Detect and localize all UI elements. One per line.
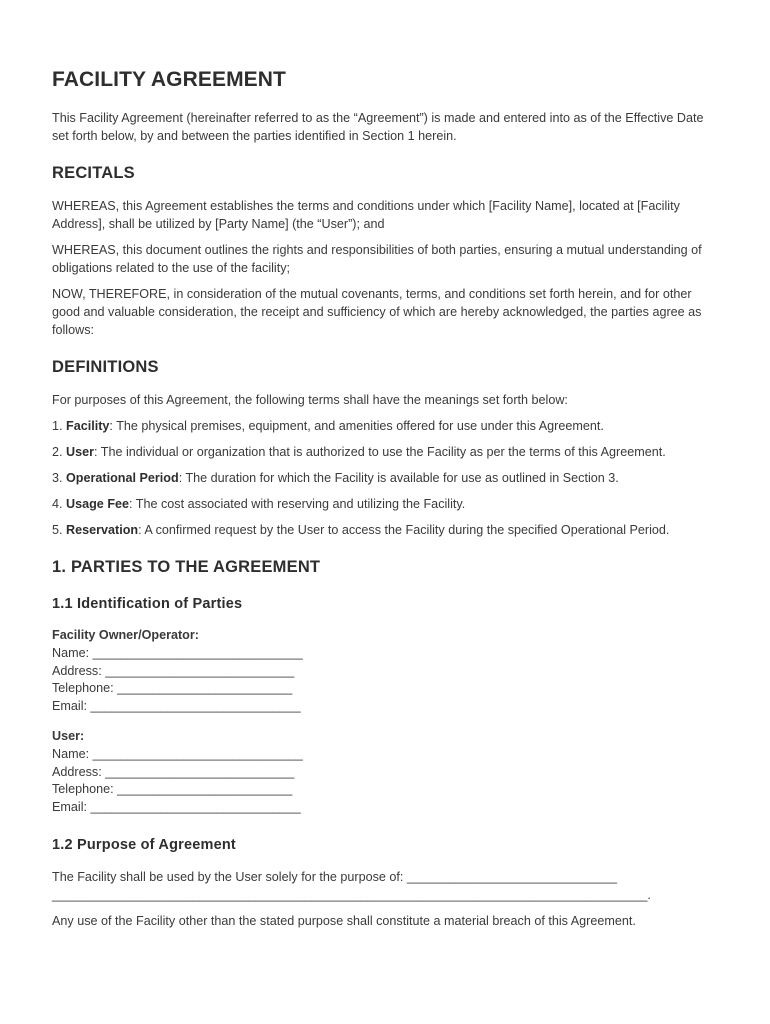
user-label: User:: [52, 728, 85, 743]
recitals-heading: RECITALS: [52, 164, 135, 182]
section-1-heading: 1. PARTIES TO THE AGREEMENT: [52, 558, 321, 576]
definition-item: 1. Facility: The physical premises, equipment, and amenities offered for use under this Agreement.: [52, 419, 604, 433]
definition-term: Usage Fee: [66, 497, 130, 511]
definition-item: 5. Reservation: A confirmed request by the User to access the Facility during the specified Operational Period.: [52, 523, 670, 537]
owner-name-field: Name: ______________________________: [52, 645, 303, 660]
breach-paragraph: Any use of the Facility other than the stated purpose shall constitute a material breach of this Agreement.: [52, 913, 636, 928]
definitions-heading: DEFINITIONS: [52, 358, 159, 376]
owner-address-field: Address: ___________________________: [52, 663, 295, 678]
owner-email-field: Email: ______________________________: [52, 699, 301, 714]
recital-paragraph: WHEREAS, this document outlines the rights and responsibilities of both parties, ensuring a mutual understanding of obligations related to the use of the facility;: [52, 243, 702, 275]
definition-term: Reservation: [66, 523, 139, 537]
purpose-paragraph: The Facility shall be used by the User solely for the purpose of: ______________________________ _____________________________________________________________________________________.: [52, 869, 651, 902]
definition-term: User: [66, 445, 95, 459]
intro-paragraph: This Facility Agreement (hereinafter referred to as the “Agreement”) is made and entered into as of the Effective Date set forth below, by and between the parties identified in Section 1 herein.: [52, 111, 704, 143]
document-title: FACILITY AGREEMENT: [52, 68, 286, 91]
recital-paragraph: NOW, THEREFORE, in consideration of the mutual covenants, terms, and conditions set forth herein, and for other good and valuable consideration, the receipt and sufficiency of which are hereby acknowledged, the parties agree as follows:: [52, 287, 702, 337]
user-email-field: Email: ______________________________: [52, 800, 301, 815]
document-content: [52, 68, 722, 938]
section-1-1-heading: 1.1 Identification of Parties: [52, 596, 243, 612]
definition-term: Operational Period: [66, 471, 179, 485]
definition-item: 4. Usage Fee: The cost associated with reserving and utilizing the Facility.: [52, 497, 466, 511]
owner-telephone-field: Telephone: _________________________: [52, 681, 293, 696]
section-1-2-heading: 1.2 Purpose of Agreement: [52, 836, 236, 853]
definition-item: 2. User: The individual or organization that is authorized to use the Facility as per the terms of this Agreement.: [52, 445, 666, 459]
recital-paragraph: WHEREAS, this Agreement establishes the terms and conditions under which [Facility Name], located at [Facility Address], shall be utilized by [Party Name] (the “User”); and: [52, 199, 680, 231]
user-name-field: Name: ______________________________: [52, 746, 303, 761]
owner-block: [52, 627, 722, 716]
definition-term: Facility: [66, 419, 110, 433]
definitions-lead: For purposes of this Agreement, the following terms shall have the meanings set forth below:: [52, 393, 568, 407]
owner-label: Facility Owner/Operator:: [52, 628, 199, 642]
user-address-field: Address: ___________________________: [52, 764, 295, 779]
user-telephone-field: Telephone: _________________________: [52, 782, 293, 797]
definition-item: 3. Operational Period: The duration for which the Facility is available for use as outlined in Section 3.: [52, 471, 619, 485]
user-block: [52, 728, 722, 817]
